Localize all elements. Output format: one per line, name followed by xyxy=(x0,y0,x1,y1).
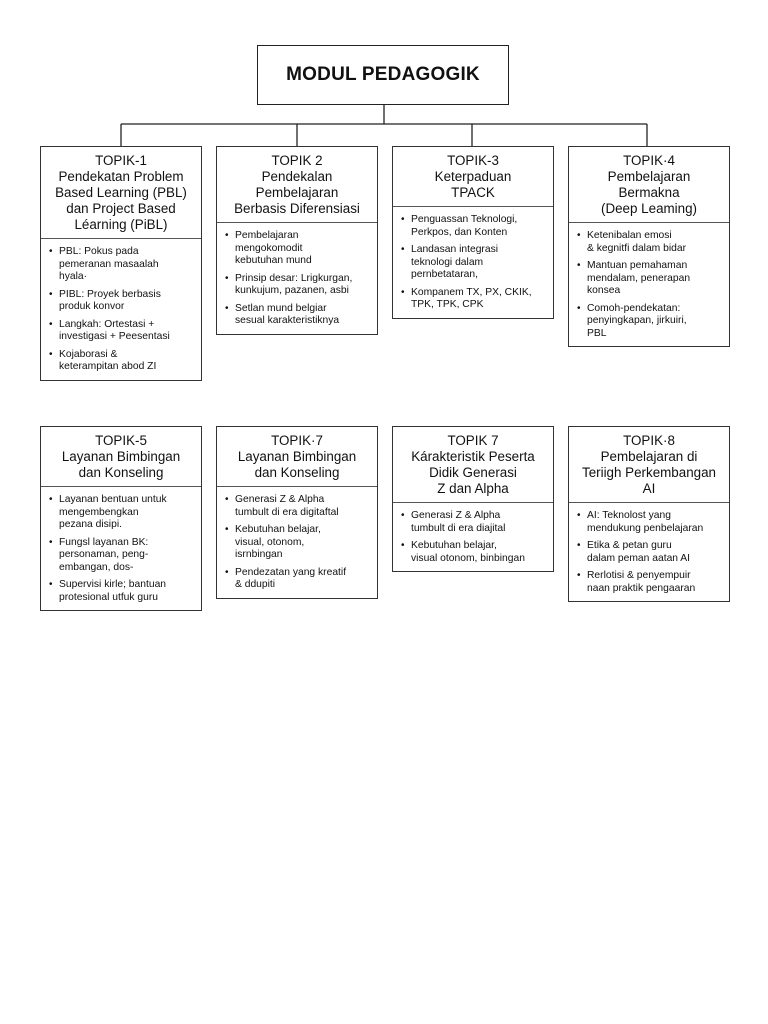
topic-points-list xyxy=(47,246,195,374)
bullet-icon: • xyxy=(401,214,405,225)
topic-number: TOPIK 2 xyxy=(271,153,323,168)
bullet-icon: • xyxy=(577,570,581,581)
topic-card-8 xyxy=(568,426,730,602)
topic-point-text: Ketenibalan emosi & kegnitfi dalam bidar xyxy=(587,230,687,254)
topic-card-header xyxy=(393,147,553,207)
topic-card-4 xyxy=(568,146,730,347)
topic-card-header xyxy=(569,147,729,223)
topic-card-body xyxy=(41,239,201,380)
bullet-icon: • xyxy=(49,348,53,360)
topic-point xyxy=(223,567,371,592)
bullet-icon: • xyxy=(401,286,405,298)
bullet-icon: • xyxy=(49,536,53,548)
topic-card-1 xyxy=(40,146,202,381)
topic-point xyxy=(223,303,371,328)
topic-number: TOPIK·8 xyxy=(623,433,675,448)
topic-point xyxy=(223,524,371,562)
topic-point xyxy=(399,510,547,535)
topic-title: Keterpaduan TPACK xyxy=(434,169,512,200)
topic-point-text: Kebutuhan belajar, visual, otonom, isrnbingan xyxy=(235,524,321,560)
topic-card-body xyxy=(393,207,553,318)
bullet-icon: • xyxy=(49,579,53,590)
topic-card-body xyxy=(41,487,201,610)
topic-point xyxy=(47,319,195,344)
topic-title: Layanan Bimbingan dan Konseling xyxy=(237,449,357,480)
topic-number: TOPIK 7 xyxy=(447,433,499,448)
topic-points-list xyxy=(399,510,547,565)
topic-point-text: Langkah: Ortestasi + investigasi + Peesentasi xyxy=(59,318,170,342)
topic-point-text: Penguassan Teknologi, Perkpos, dan Konten xyxy=(411,214,518,238)
topic-point xyxy=(575,260,723,298)
bullet-icon: • xyxy=(49,318,53,330)
topic-card-header xyxy=(217,427,377,487)
topic-card-header xyxy=(41,147,201,239)
topic-point-text: Kebutuhan belajar, visual otonom, binbingan xyxy=(411,540,525,564)
topic-number: TOPIK-3 xyxy=(447,153,499,168)
bullet-icon: • xyxy=(225,566,229,578)
bullet-icon: • xyxy=(225,230,229,241)
topic-point-text: Fungsl layanan BK: personaman, peng- embangan, dos- xyxy=(59,536,149,573)
topic-point xyxy=(575,540,723,565)
topic-point-text: Prinsip desar: Lrigkurgan, kunkujum, pazanen, asbi xyxy=(235,272,353,296)
topic-card-5 xyxy=(40,426,202,611)
topic-point xyxy=(47,289,195,314)
topic-point xyxy=(575,510,723,535)
topic-title: Pendekalan Pembelajaran Berbasis Diferensiasi xyxy=(234,169,360,216)
topic-point-text: Generasi Z & Alpha tumbult di era digitaftal xyxy=(235,494,339,518)
topic-point-text: Rerlotisi & penyempuir naan praktik pengaaran xyxy=(587,570,696,594)
bullet-icon: • xyxy=(577,230,581,241)
topic-point xyxy=(223,230,371,268)
topic-card-body xyxy=(569,223,729,346)
topic-number: TOPIK·7 xyxy=(271,433,323,448)
topic-point-text: Mantuan pemahaman mendalam, penerapan konsea xyxy=(587,260,691,296)
topic-point xyxy=(47,246,195,284)
topic-point-text: Setlan mund belgiar sesual karakteristiknya xyxy=(235,302,340,326)
topic-card-7 xyxy=(392,426,554,572)
topic-title: Pembelajaran di Teriigh Perkembangan AI xyxy=(582,449,716,496)
topic-point xyxy=(47,349,195,374)
topic-points-list xyxy=(575,510,723,595)
topic-title: Pembelajaran Bermakna (Deep Leaming) xyxy=(600,169,698,216)
topic-number: TOPIK·4 xyxy=(623,153,675,168)
bullet-icon: • xyxy=(401,540,405,551)
topic-point xyxy=(399,287,547,312)
topic-card-header xyxy=(393,427,553,503)
topic-point xyxy=(47,494,195,532)
bullet-icon: • xyxy=(577,540,581,551)
topic-card-body xyxy=(393,503,553,571)
bullet-icon: • xyxy=(577,302,581,314)
topic-point xyxy=(47,537,195,575)
topic-point-text: Layanan bentuan untuk mengembengkan pezana disipi. xyxy=(59,494,167,530)
topic-point-text: PBL: Pokus pada pemeranan masaalah hyala· xyxy=(59,246,159,282)
topic-card-6 xyxy=(216,426,378,599)
topic-points-list xyxy=(223,494,371,592)
bullet-icon: • xyxy=(401,244,405,255)
topic-point-text: Landasan integrasi teknologi dalam pernbetataran, xyxy=(411,244,499,280)
topic-card-body xyxy=(217,487,377,598)
bullet-icon: • xyxy=(49,246,53,257)
topic-point xyxy=(223,494,371,519)
topic-point-text: PIBL: Proyek berbasis produk konvor xyxy=(59,288,161,312)
bullet-icon: • xyxy=(225,524,229,535)
topic-title: Pendekatan Problem Based Learning (PBL) dan Project Based Léarning (PiBL) xyxy=(55,169,187,232)
topic-card-header xyxy=(569,427,729,503)
topic-number: TOPIK-5 xyxy=(95,433,147,448)
topic-card-body xyxy=(569,503,729,601)
topic-number: TOPIK-1 xyxy=(95,153,147,168)
bullet-icon: • xyxy=(225,272,229,284)
bullet-icon: • xyxy=(225,302,229,314)
bullet-icon: • xyxy=(577,510,581,521)
topic-card-header xyxy=(217,147,377,223)
topic-point-text: Kojaborasi & keterampitan abod ZI xyxy=(59,348,157,372)
topic-point xyxy=(575,230,723,255)
bullet-icon: • xyxy=(225,494,229,505)
topic-point-text: Supervisi kirle; bantuan protesional utfuk guru xyxy=(59,579,167,603)
topic-point xyxy=(399,214,547,239)
topic-points-list xyxy=(223,230,371,328)
topic-title: Layanan Bimbingan dan Konseling xyxy=(61,449,181,480)
bullet-icon: • xyxy=(49,494,53,505)
topic-card-3 xyxy=(392,146,554,319)
topic-point-text: AI: Teknolost yang mendukung penbelajaran xyxy=(587,510,704,534)
topic-title: Kárakteristik Peserta Didik Generasi Z dan Alpha xyxy=(411,449,535,496)
topic-point-text: Pendezatan yang kreatif & ddupiti xyxy=(235,566,347,590)
topic-point-text: Kompanem TX, PX, CKIK, TPK, TPK, CPK xyxy=(411,286,532,310)
bullet-icon: • xyxy=(577,260,581,271)
topic-card-2 xyxy=(216,146,378,335)
topic-point xyxy=(575,570,723,595)
topic-point-text: Comoh-pendekatan: penyingkapan, jirkuiri, PBL xyxy=(587,302,687,339)
topic-points-list xyxy=(47,494,195,604)
root-title: MODUL PEDAGOGIK xyxy=(286,64,480,85)
topic-point-text: Pembelajaran mengokomodit kebutuhan mund xyxy=(235,230,312,266)
topic-point-text: Etika & petan guru dalam peman aatan AI xyxy=(587,540,691,564)
topic-point xyxy=(47,579,195,604)
bullet-icon: • xyxy=(401,510,405,521)
topic-point xyxy=(399,244,547,282)
topic-point-text: Generasi Z & Alpha tumbult di era diajital xyxy=(411,510,506,534)
topic-card-body xyxy=(217,223,377,334)
topic-point xyxy=(223,273,371,298)
topic-points-list xyxy=(575,230,723,340)
topic-point xyxy=(575,303,723,341)
bullet-icon: • xyxy=(49,288,53,300)
root-title-box xyxy=(257,45,509,105)
topic-card-header xyxy=(41,427,201,487)
topic-point xyxy=(399,540,547,565)
topic-points-list xyxy=(399,214,547,312)
